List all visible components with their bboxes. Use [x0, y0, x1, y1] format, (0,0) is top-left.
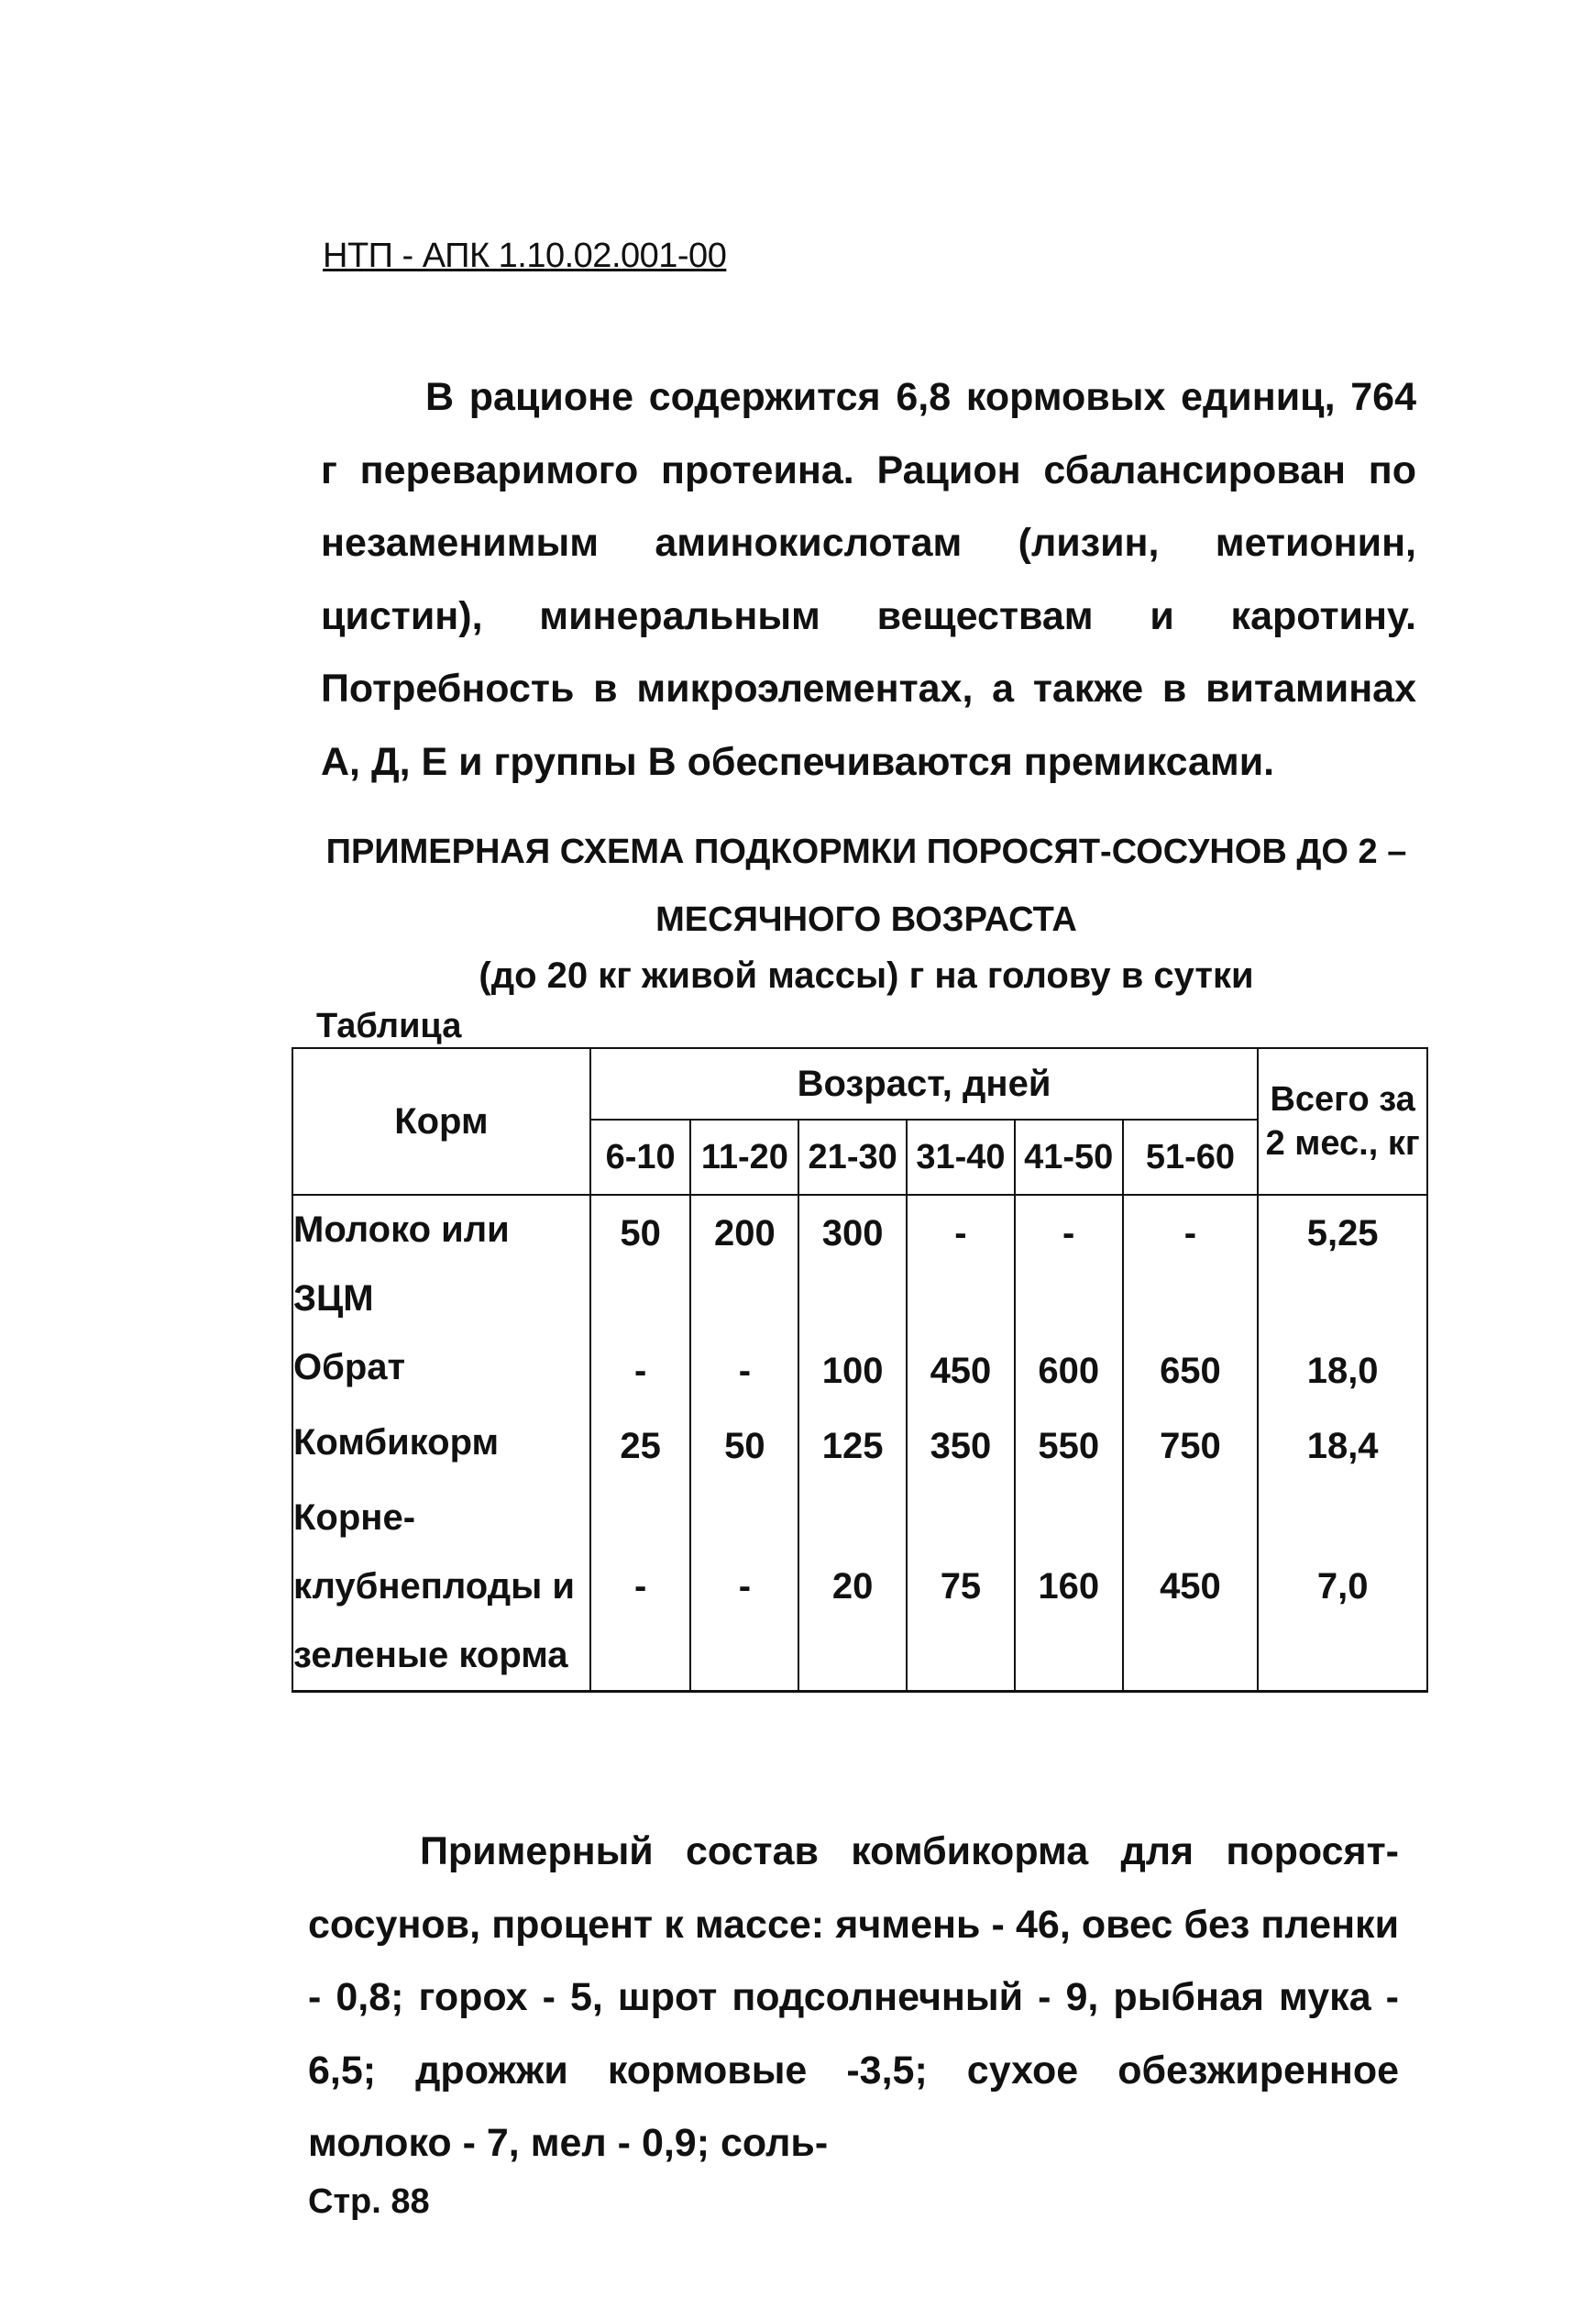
- intro-paragraph-text: В рационе содержится 6,8 кормовых единиц, 764 г переваримого протеина. Рацион сбалансирован по незаменимым аминокислотам (лизин, метионин, цистин), минеральным веществам и каротину. Потребность в микроэлементах, а также в витаминах А, Д, Е и группы В обеспечиваются премиксами.: [321, 375, 1416, 784]
- table-cell: 75: [907, 1484, 1015, 1692]
- table-heading: [275, 818, 1458, 954]
- row-feed-name: Комбикорм: [292, 1408, 590, 1484]
- table-subheading: (до 20 кг живой массы) г на голову в сутки: [479, 955, 1254, 996]
- table-cell: 750: [1123, 1408, 1259, 1484]
- table-cell: 125: [798, 1408, 907, 1484]
- feeding-table: [292, 1047, 1428, 1693]
- header-age-21-30: 21-30: [798, 1120, 907, 1195]
- table-row: [292, 1195, 1427, 1333]
- composition-paragraph-text: Примерный состав комбикорма для поросят-сосунов, процент к массе: ячмень - 46, овес без пленки - 0,8; горох - 5, шрот подсолнечный - 9, рыбная мука - 6,5; дрожжи кормовые -3,5; сухое обезжиренное молоко - 7, мел - 0,9; соль-: [308, 1829, 1399, 2165]
- table-cell: 450: [907, 1333, 1015, 1408]
- table-cell: 300: [798, 1195, 907, 1333]
- header-age-group: Возраст, дней: [590, 1048, 1259, 1120]
- table-cell: -: [590, 1333, 691, 1408]
- table-cell-total: 18,4: [1258, 1408, 1427, 1484]
- header-age-51-60: 51-60: [1123, 1120, 1259, 1195]
- intro-paragraph: [321, 361, 1416, 799]
- header-total: Всего за 2 мес., кг: [1258, 1048, 1427, 1195]
- table-cell: 100: [798, 1333, 907, 1408]
- table-cell: 200: [690, 1195, 798, 1333]
- table-cell: -: [690, 1484, 798, 1692]
- table-cell-total: 18,0: [1258, 1333, 1427, 1408]
- table-cell: 450: [1123, 1484, 1259, 1692]
- table-cell: 25: [590, 1408, 691, 1484]
- table-caption: Таблица: [316, 1007, 462, 1045]
- table-cell: 550: [1015, 1408, 1123, 1484]
- table-cell: 20: [798, 1484, 907, 1692]
- table-heading-line1: ПРИМЕРНАЯ СХЕМА ПОДКОРМКИ ПОРОСЯТ-СОСУНОВ ДО 2 –: [325, 833, 1407, 871]
- table-cell: 650: [1123, 1333, 1259, 1408]
- table-cell-total: 7,0: [1258, 1484, 1427, 1692]
- table-cell: -: [690, 1333, 798, 1408]
- header-age-41-50: 41-50: [1015, 1120, 1123, 1195]
- table-cell: 50: [690, 1408, 798, 1484]
- row-feed-name: Обрат: [292, 1333, 590, 1408]
- composition-paragraph: [308, 1816, 1399, 2181]
- table-cell: 600: [1015, 1333, 1123, 1408]
- table-cell: -: [907, 1195, 1015, 1333]
- row-feed-name: Корне-клубнеплоды и зеленые корма: [292, 1484, 590, 1692]
- table-cell: -: [590, 1484, 691, 1692]
- table-cell: 350: [907, 1408, 1015, 1484]
- table-row: [292, 1484, 1427, 1692]
- table-cell: 160: [1015, 1484, 1123, 1692]
- document-code: НТП - АПК 1.10.02.001-00: [323, 237, 727, 275]
- row-feed-name: Молоко или ЗЦМ: [292, 1195, 590, 1333]
- header-age-31-40: 31-40: [907, 1120, 1015, 1195]
- table-cell: -: [1123, 1195, 1259, 1333]
- page-number: Стр. 88: [308, 2182, 430, 2221]
- header-feed: Корм: [292, 1048, 590, 1195]
- table-heading-line2: МЕСЯЧНОГО ВОЗРАСТА: [655, 900, 1077, 939]
- table-row: [292, 1333, 1427, 1408]
- header-age-6-10: 6-10: [590, 1120, 691, 1195]
- table-cell-total: 5,25: [1258, 1195, 1427, 1333]
- table-row: [292, 1408, 1427, 1484]
- table-cell: -: [1015, 1195, 1123, 1333]
- table-cell: 50: [590, 1195, 691, 1333]
- header-age-11-20: 11-20: [690, 1120, 798, 1195]
